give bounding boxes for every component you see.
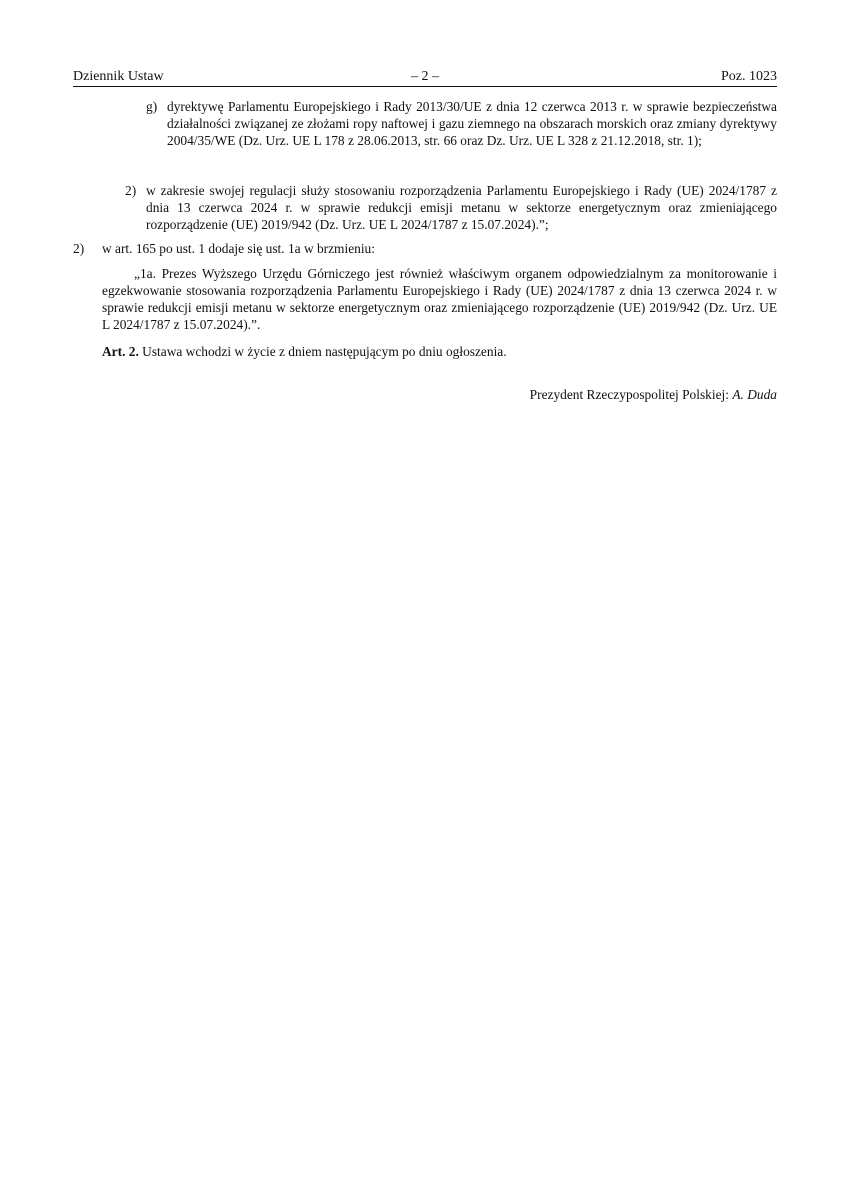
- item-2-label: 2): [73, 241, 85, 256]
- item-g-label: g): [146, 99, 158, 114]
- item-nested-2-label: 2): [125, 183, 137, 198]
- item-2-text: w art. 165 po ust. 1 dodaje się ust. 1a w brzmieniu:: [102, 241, 375, 256]
- article-2-label: Art. 2.: [102, 344, 139, 359]
- article-2: [102, 343, 777, 360]
- position-number: Poz. 1023: [721, 69, 777, 84]
- item-nested-2-text: w zakresie swojej regulacji służy stosowaniu rozporządzenia Parlamentu Europejskiego i Rady (UE) 2024/1787 z dnia 13 czerwca 2024 r. w sprawie redukcji emisji metanu w sektorze energetycznym oraz zmieniającego rozporządzenie (UE) 2019/942 (Dz. Urz. UE L 2024/1787 z 15.07.2024).”;: [146, 183, 777, 232]
- signature: [530, 386, 777, 403]
- item-g-text: dyrektywę Parlamentu Europejskiego i Rady 2013/30/UE z dnia 12 czerwca 2013 r. w sprawie bezpieczeństwa działalności związanej ze złożami ropy naftowej i gazu ziemnego na obszarach morskich oraz zmiany dyrektywy 2004/35/WE (Dz. Urz. UE L 178 z 28.06.2013, str. 66 oraz Dz. Urz. UE L 328 z 21.12.2018, str. 1);: [167, 99, 777, 148]
- amendment-quote: „1a. Prezes Wyższego Urzędu Górniczego jest również właściwym organem odpowiedzialnym za monitorowanie i egzekwowanie stosowania rozporządzenia Parlamentu Europejskiego i Rady (UE) 2024/1787 z dnia 13 czerwca 2024 r. w sprawie redukcji emisji metanu w sektorze energetycznym oraz zmieniającego rozporządzenie (UE) 2019/942 (Dz. Urz. UE L 2024/1787 z 15.07.2024).”.: [102, 266, 777, 332]
- journal-title: Dziennik Ustaw: [73, 69, 164, 84]
- page-number: – 2 –: [411, 69, 439, 84]
- article-2-text: Ustawa wchodzi w życie z dniem następującym po dniu ogłoszenia.: [142, 344, 507, 359]
- signature-title: Prezydent Rzeczypospolitej Polskiej:: [529, 387, 729, 402]
- page-header: [73, 68, 777, 87]
- signature-name: A. Duda: [732, 387, 777, 402]
